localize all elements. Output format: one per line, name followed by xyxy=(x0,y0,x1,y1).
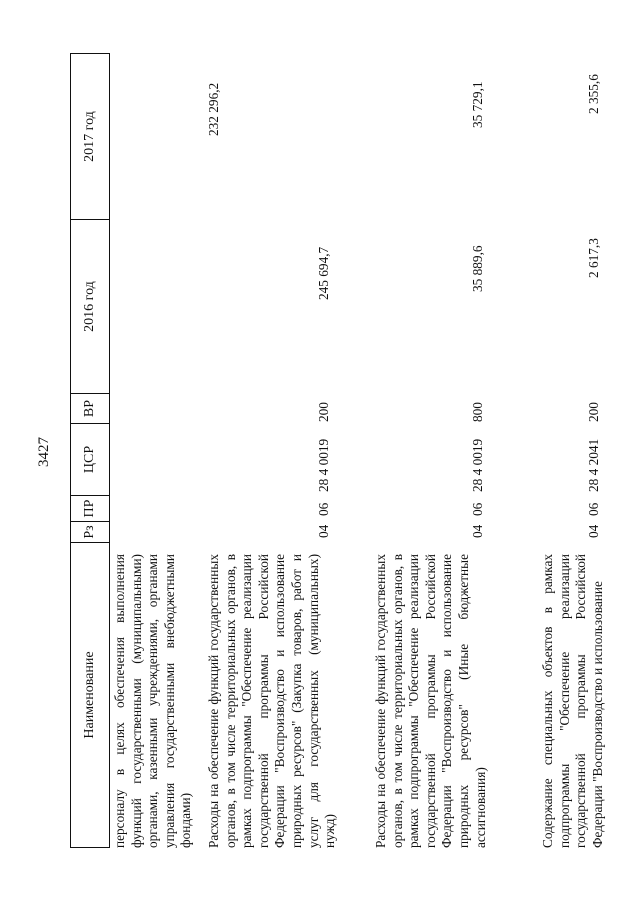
header-rz: Рз xyxy=(71,521,109,542)
table-row xyxy=(373,53,491,848)
row-2016: 245 694,7 xyxy=(316,246,331,300)
row-rz: 04 xyxy=(316,524,331,538)
header-csr: ЦСР xyxy=(71,423,109,495)
row-pr: 06 xyxy=(470,502,485,516)
row-vr: 200 xyxy=(586,402,601,422)
row-csr: 28 4 2041 xyxy=(586,438,601,492)
header-vr: ВР xyxy=(71,393,109,423)
row-pr: 06 xyxy=(586,502,601,516)
row-csr: 28 4 0019 xyxy=(316,438,331,492)
row-pr: 06 xyxy=(316,502,331,516)
row-2016: 2 617,3 xyxy=(586,238,601,278)
row-2017: 2 355,6 xyxy=(586,74,601,114)
table-header xyxy=(70,53,110,848)
header-pr: ПР xyxy=(71,495,109,521)
table-row xyxy=(112,53,198,848)
page-number: 3427 xyxy=(36,437,52,467)
row-vr: 200 xyxy=(316,402,331,422)
budget-table xyxy=(70,53,610,848)
row-rz: 04 xyxy=(586,524,601,538)
header-2017: 2017 год xyxy=(82,111,97,162)
table-row xyxy=(206,53,340,848)
row-csr: 28 4 0019 xyxy=(470,438,485,492)
row-2016: 35 889,6 xyxy=(470,245,485,292)
row-2017: 35 729,1 xyxy=(470,81,485,128)
row-name: персоналу в целях обеспечения выполнения функций государственными (муниципальными) органами, казенными учреждениями, органами управления государственными внебюджетными фондами) xyxy=(112,554,194,848)
header-2016: 2016 год xyxy=(71,219,109,393)
row-name: Содержание специальных объектов в рамках подпрограммы "Обеспечение реализации государственной программы Российской Федерации "Воспроизводство и использование xyxy=(540,554,605,848)
row-vr: 800 xyxy=(470,402,485,422)
header-name: Наименование xyxy=(71,542,109,847)
row-rz: 04 xyxy=(470,524,485,538)
table-row xyxy=(540,53,606,848)
row-name: Расходы на обеспечение функций государственных органов, в том числе территориальных органов, в рамках подпрограммы "Обеспечение реализации государственной программы Российской Федерации "Воспроизводство и использование природных ресурсов" (Закупка товаров, работ и услуг для государственных (муниципальных) нужд) xyxy=(206,554,338,848)
row-2017: 232 296,2 xyxy=(206,82,221,136)
row-name: Расходы на обеспечение функций государственных органов, в том числе территориальных органов, в рамках подпрограммы "Обеспечение реализации государственной программы Российской Федерации "Воспроизводство и использование природных ресурсов" (Иные бюджетные ассигнования) xyxy=(373,554,488,848)
